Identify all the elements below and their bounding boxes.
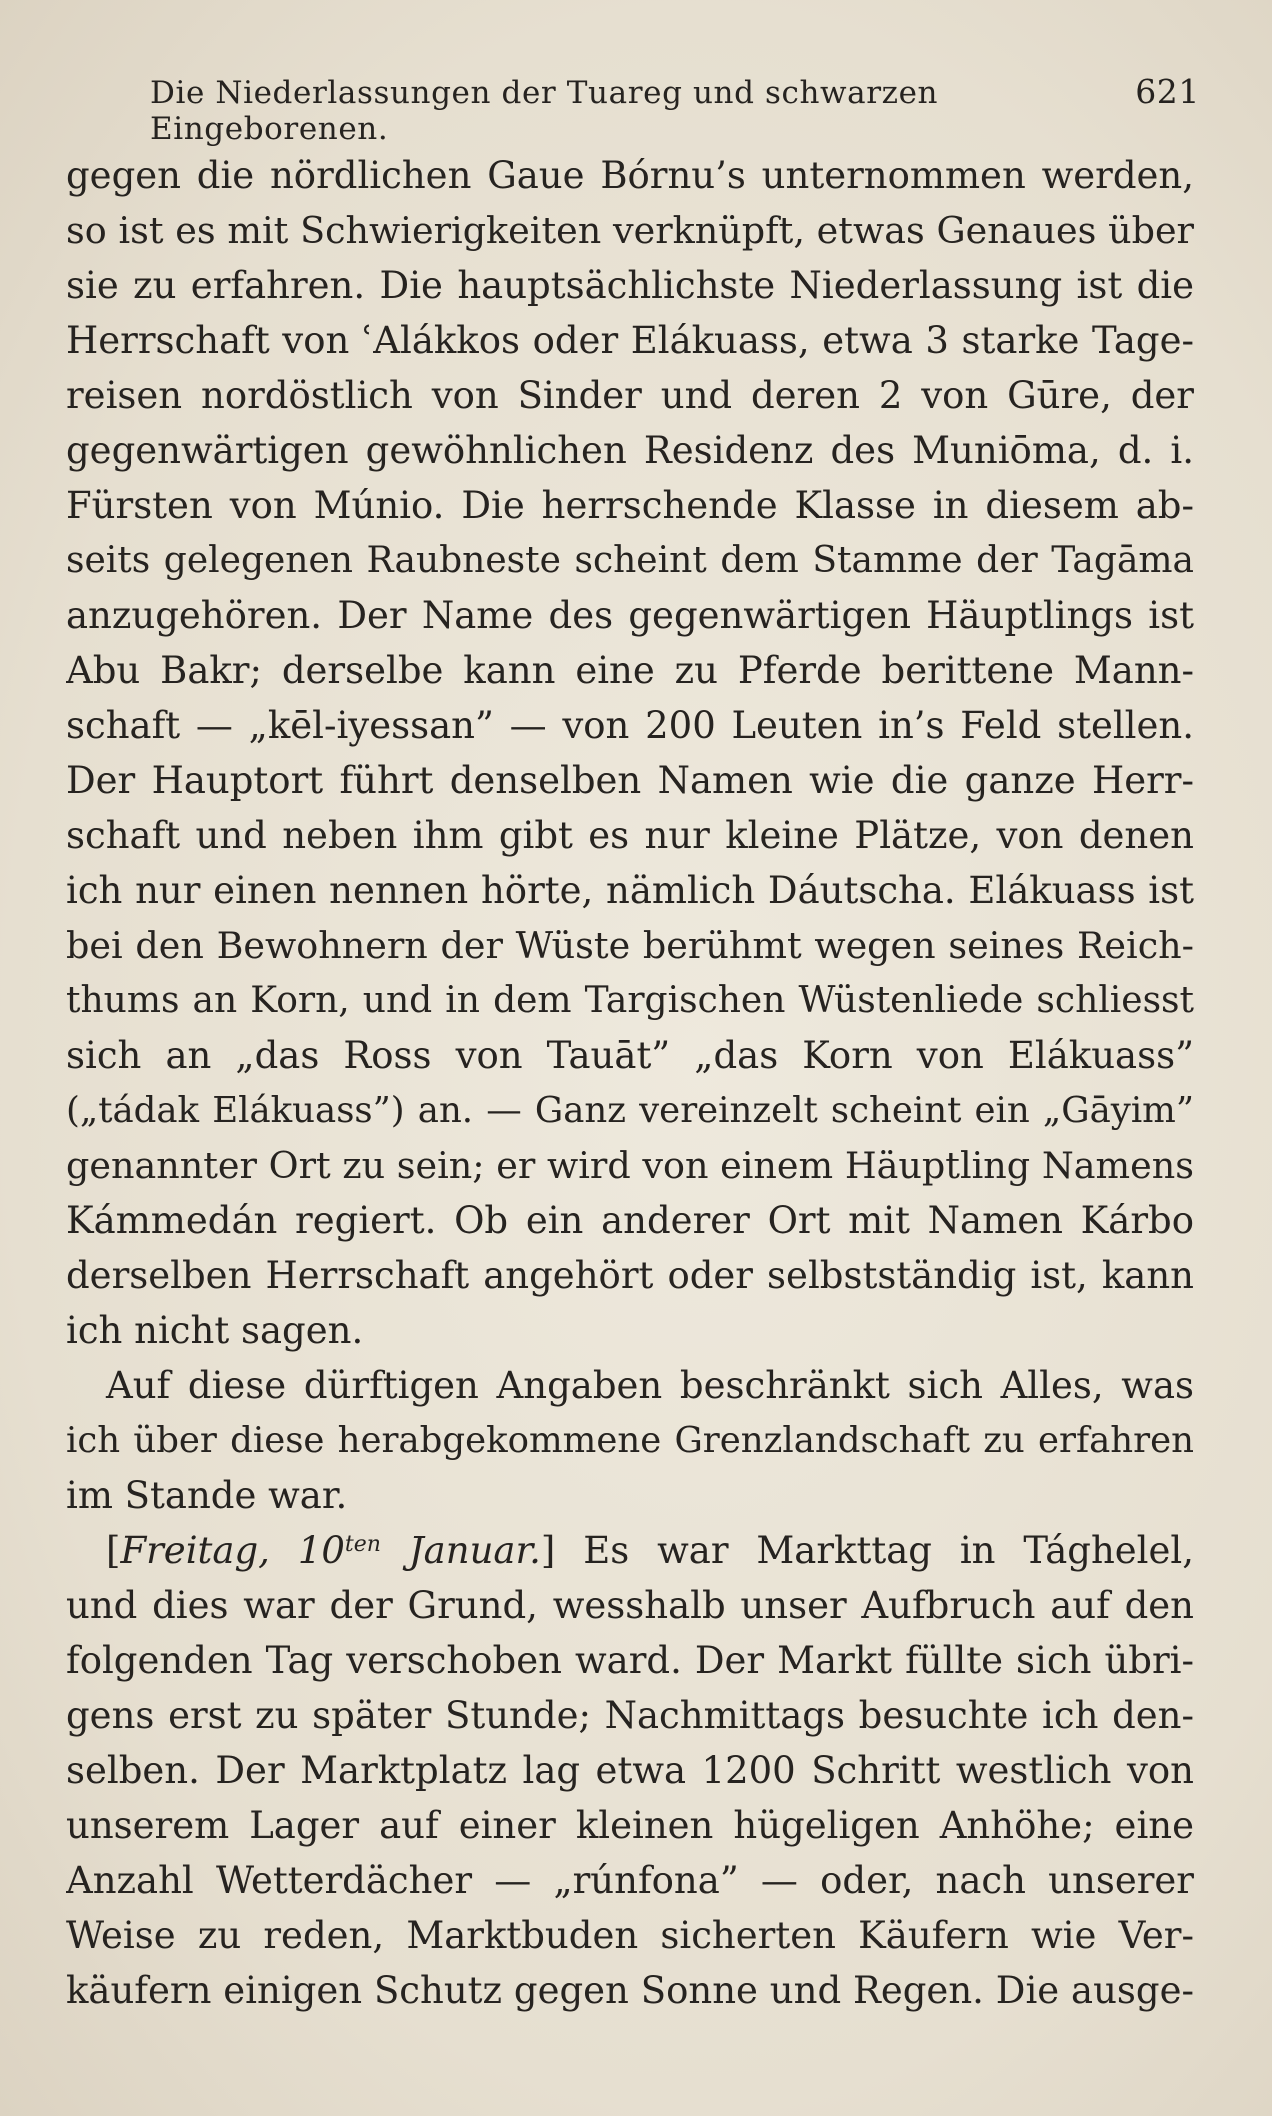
- text-line: genannter Ort zu sein; er wird von einem Häuptling Namens: [66, 1144, 1194, 1187]
- text-line: schaft und neben ihm gibt es nur kleine Plätze, von denen: [66, 814, 1194, 857]
- text-line: Der Hauptort führt denselben Namen wie die ganze Herr-: [66, 759, 1194, 802]
- text-line: Fürsten von Múnio. Die herrschende Klasse in diesem ab-: [66, 484, 1194, 527]
- date-close-bracket: ]: [540, 1529, 556, 1572]
- text-line: („tádak Elákuass”) an. — Ganz vereinzelt scheint ein „Gāyim”: [66, 1090, 1194, 1131]
- date-line: [66, 1523, 1194, 1578]
- text-line: gegen die nördlichen Gaue Bórnu’s unternommen werden,: [66, 154, 1194, 197]
- text-line: sie zu erfahren. Die hauptsächlichste Niederlassung ist die: [66, 264, 1194, 307]
- text-line: Weise zu reden, Marktbuden sicherten Käufern wie Ver-: [66, 1914, 1194, 1957]
- text-line: käufern einigen Schutz gegen Sonne und Regen. Die ausge-: [66, 1969, 1194, 2012]
- text-line: thums an Korn, und in dem Targischen Wüstenliede schliesst: [66, 980, 1194, 1021]
- text-line: und dies war der Grund, wesshalb unser Aufbruch auf den: [66, 1584, 1194, 1627]
- text-line: derselben Herrschaft angehört oder selbstständig ist, kann: [66, 1254, 1194, 1297]
- text-line: ich über diese herabgekommene Grenzlandschaft zu erfahren: [66, 1420, 1194, 1461]
- text-line: gens erst zu später Stunde; Nachmittags besuchte ich den-: [66, 1694, 1194, 1737]
- date-open-bracket: [: [106, 1529, 121, 1572]
- text-line: Anzahl Wetterdächer — „rúnfona” — oder, nach unserer: [66, 1859, 1194, 1902]
- text-line: anzugehören. Der Name des gegenwärtigen Häuptlings ist: [66, 594, 1194, 637]
- text-line: unserem Lager auf einer kleinen hügeligen Anhöhe; eine: [66, 1804, 1194, 1847]
- text-line: sich an „das Ross von Tauāt” „das Korn von Elákuass”: [66, 1034, 1194, 1077]
- page-number: 621: [1135, 72, 1200, 111]
- date-day: 10: [297, 1529, 345, 1572]
- text-line: bei den Bewohnern der Wüste berühmt wegen seines Reich-: [66, 924, 1194, 967]
- text-line: reisen nordöstlich von Sinder und deren 2 von Gūre, der: [66, 374, 1194, 417]
- text-line: folgenden Tag verschoben ward. Der Markt füllte sich übri-: [66, 1639, 1194, 1682]
- text-line: so ist es mit Schwierigkeiten verknüpft, etwas Genaues über: [66, 209, 1194, 252]
- text-line: ich nur einen nennen hörte, nämlich Dáutscha. Elákuass ist: [66, 869, 1194, 912]
- text-line: gegenwärtigen gewöhnlichen Residenz des Muniōma, d. i.: [66, 429, 1194, 472]
- body-text: [66, 148, 1194, 2018]
- running-head-title: Die Niederlassungen der Tuareg und schwarzen Eingeborenen.: [150, 75, 939, 147]
- date-month: Januar.: [408, 1529, 541, 1572]
- date-weekday: Freitag,: [120, 1529, 270, 1572]
- running-head: [150, 72, 1200, 147]
- date-line-text: Es war Markttag in Tághelel,: [583, 1529, 1194, 1572]
- text-line: schaft — „kēl-iyessan” — von 200 Leuten in’s Feld stellen.: [66, 704, 1194, 747]
- text-line: Abu Bakr; derselbe kann eine zu Pferde berittene Mann-: [66, 649, 1194, 692]
- paragraph-start-line: Auf diese dürftigen Angaben beschränkt sich Alles, was: [106, 1364, 1194, 1407]
- text-line: seits gelegenen Raubneste scheint dem Stamme der Tagāma: [66, 540, 1194, 581]
- text-line: Herrschaft von ʿAlákkos oder Elákuass, etwa 3 starke Tage-: [66, 319, 1194, 362]
- text-line: Kámmedán regiert. Ob ein anderer Ort mit Namen Kárbo: [66, 1199, 1194, 1242]
- text-line: selben. Der Marktplatz lag etwa 1200 Schritt westlich von: [66, 1749, 1194, 1792]
- paragraph-end-line: ich nicht sagen.: [66, 1309, 364, 1352]
- date-day-suffix: ten: [344, 1532, 381, 1557]
- paragraph-end-line: im Stande war.: [66, 1474, 348, 1517]
